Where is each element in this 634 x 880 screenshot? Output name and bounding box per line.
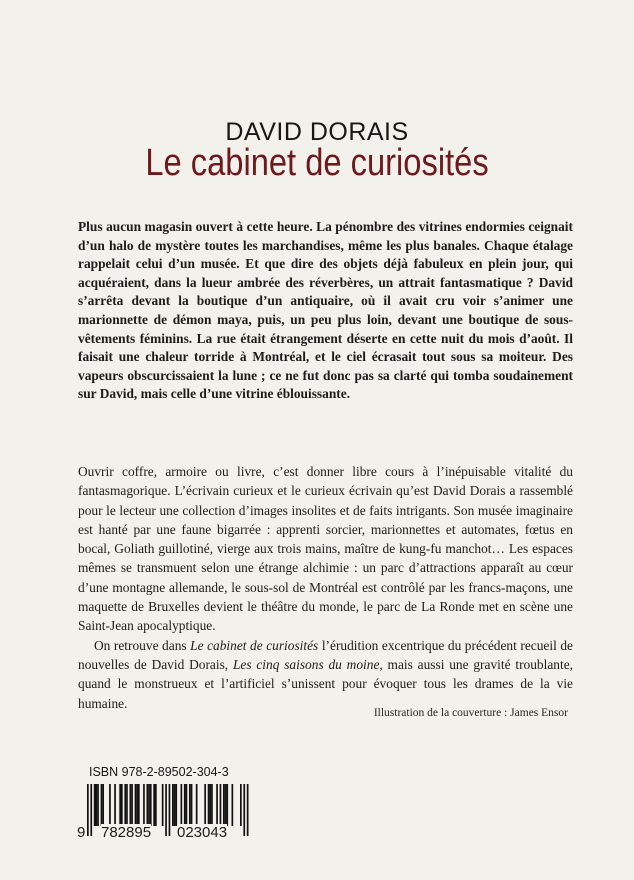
illustration-credit: Illustration de la couverture : James Ensor (373, 707, 568, 719)
barcode-bar (211, 784, 213, 826)
blurb-paragraph-1: Ouvrir coffre, armoire ou livre, c’est donner libre cours à l’inépuisable vitalité du fantasmagorique. L’écrivain curieux et le curieux écrivain qu’est David Dorais a rassemblé pour le lecteur une collection d’images insolites et de faits intrigants. Son musée imaginaire est hanté par une faune bigarrée : apprenti sorcier, marionnettes et automates, fœtus en bocal, Goliath guillotiné, vierge aux trois mains, maître de kung-fu manchot… Les espaces mêmes se transmuent selon une étrange alchimie : un parc d’attractions apparaît au cœur d’une montagne allemande, le sous-sol de Montréal est contrôlé par les francs-maçons, une maquette de Bruxelles devient le théâtre du monde, le parc de La Ronde met en scène une Saint-Jean apocalyptique. (78, 464, 573, 634)
barcode-bar (208, 784, 210, 826)
barcode-bar (225, 784, 227, 826)
barcode-bar (204, 784, 206, 826)
barcode-bar (223, 784, 225, 826)
barcode-bar (94, 784, 96, 826)
barcode-bar (136, 784, 138, 826)
barcode-bar (102, 784, 104, 826)
barcode-bar (220, 784, 222, 826)
book-title: Le cabinet de curiosités (145, 142, 489, 184)
barcode-bar (121, 784, 123, 826)
barcode-bar (216, 784, 218, 826)
blurb-paragraph-2 (78, 636, 573, 713)
previous-book-title: Les cinq saisons du moine, (232, 656, 383, 672)
barcode-bar (148, 784, 150, 826)
barcode-bar (96, 784, 98, 826)
barcode-bar (135, 784, 137, 826)
barcode-bar (101, 784, 103, 826)
barcode-bar (196, 784, 198, 826)
barcode-bar (131, 784, 133, 826)
barcode-bar (109, 784, 111, 826)
barcode-bar (209, 784, 211, 826)
barcode-bar (232, 784, 234, 826)
barcode-bar (119, 784, 121, 826)
barcode-bar (240, 784, 242, 826)
barcode-digits (77, 824, 252, 844)
barcode-bar (138, 784, 140, 826)
barcode-bar (186, 784, 188, 826)
blurb-p2-before: On retrouve dans (94, 637, 191, 653)
barcode-bar (191, 784, 193, 826)
barcode-bar (114, 784, 116, 826)
barcode-left-group: 782895 (101, 824, 152, 841)
barcode-bar (181, 784, 183, 826)
barcode-right-group: 023043 (177, 824, 228, 841)
barcode-bar (174, 784, 176, 826)
barcode-bar (172, 784, 174, 826)
barcode-bar (150, 784, 152, 826)
barcode-bar (153, 784, 155, 826)
blurb-p2-middle: l’érudition excentrique du précédent recueil de nouvelles de David Dorais, (78, 637, 573, 672)
barcode-bar (155, 784, 157, 826)
barcode-bar (97, 784, 99, 826)
barcode-bar (184, 784, 186, 826)
barcode-bar (147, 784, 149, 826)
excerpt-paragraph: Plus aucun magasin ouvert à cette heure. La pénombre des vitrines endormies ceignait d’un halo de mystère toutes les marchandises, même les plus banales. Chaque étalage rappelait celui d’un musée. Et que dire des objets déjà fabuleux en plein jour, qui acquéraient, dans la lueur ambrée des réverbères, un attrait fantasmatique ? David s’arrêta devant la boutique d’un antiquaire, où il avait cru voir s’animer une marionnette de démon maya, puis, un peu plus loin, devant une boutique de sous-vêtements féminins. La rue était étrangement déserte en cette nuit du mois d’août. Il faisait une chaleur torride à Montréal, et le ciel écrasait tout sous sa moiteur. Des vapeurs obscurcissaient la lune ; ce ne fut donc pas sa clarté qui tomba soudainement sur David, mais celle d’une vitrine éblouissante. (78, 219, 573, 402)
barcode-bar (175, 784, 177, 826)
barcode-bar (124, 784, 126, 826)
blurb (78, 462, 573, 713)
barcode-bar (126, 784, 128, 826)
author-name: DAVID DORAIS (225, 118, 409, 146)
barcode-bar (189, 784, 191, 826)
isbn-label: ISBN 978-2-89502-304-3 (89, 765, 229, 779)
book-title-reference: Le cabinet de curiosités (190, 637, 319, 653)
barcode-bar (226, 784, 228, 826)
barcode-bar (143, 784, 145, 826)
barcode-first-digit: 9 (77, 824, 86, 841)
barcode-bar (130, 784, 132, 826)
barcode-bar (162, 784, 164, 826)
blurb-p2-after: mais aussi une gravité troublante, quand le monstrueux et l’artificiel s’unissent pour évoquer tous les drames de la vie humaine. (78, 656, 573, 711)
